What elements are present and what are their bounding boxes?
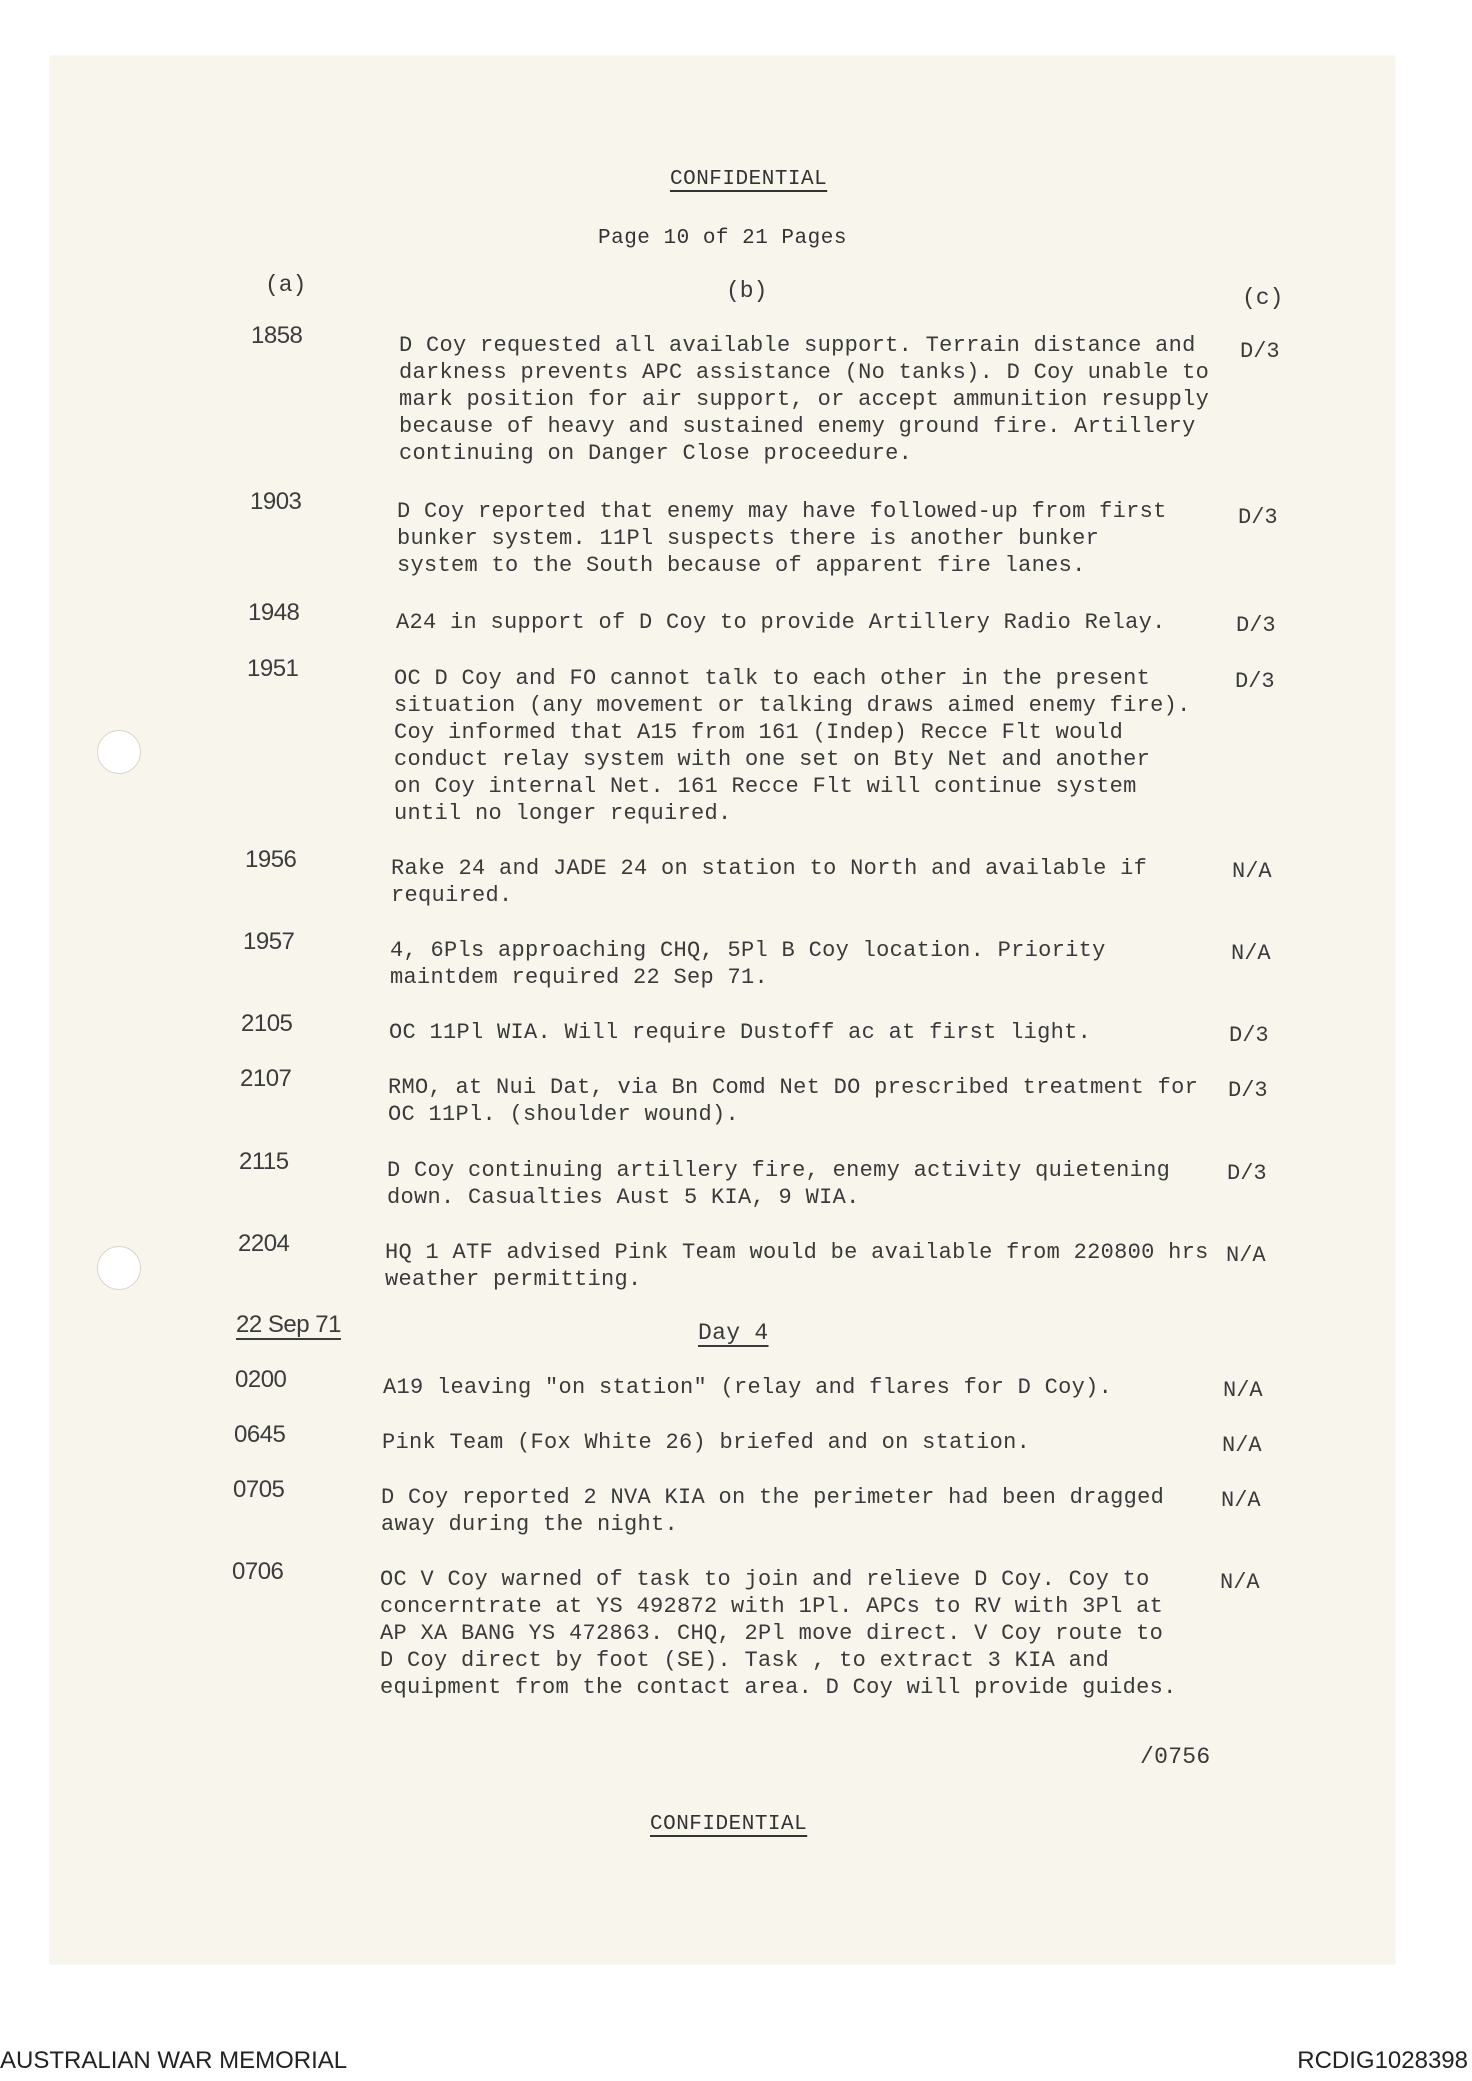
entry-reference: D/3	[1236, 613, 1276, 638]
entry-text: OC D Coy and FO cannot talk to each other in the present situation (any movement or talking draws aimed enemy fire). Coy informed that A15 from 161 (Indep) Recce Flt would conduct relay system with one set on Bty Net and another on Coy internal Net. 161 Recce Flt will continue system until no longer required.	[394, 666, 1191, 826]
entry-text: OC V Coy warned of task to join and relieve D Coy. Coy to concerntrate at YS 492872 with 1Pl. APCs to RV with 3Pl at AP XA BANG YS 472863. CHQ, 2Pl move direct. V Coy route to D Coy direct by foot (SE). Task , to extract 3 KIA and equipment from the contact area. D Coy will provide guides.	[380, 1567, 1177, 1700]
entry-time: 1948	[248, 599, 300, 626]
entry-time: 2107	[240, 1065, 292, 1092]
entry-text: RMO, at Nui Dat, via Bn Comd Net DO prescribed treatment for OC 11Pl. (shoulder wound).	[388, 1075, 1199, 1127]
page-number: Page 10 of 21 Pages	[598, 227, 847, 250]
entry-reference: D/3	[1238, 505, 1278, 530]
entry-time: 1951	[247, 655, 299, 682]
entry-time: 0705	[233, 1476, 285, 1503]
entry-time: 1903	[250, 488, 302, 515]
entry-time: 0200	[235, 1366, 287, 1393]
day-heading: Day 4	[698, 1320, 769, 1346]
classification-footer: CONFIDENTIAL	[650, 1813, 808, 1836]
continuation-marker: /0756	[1140, 1744, 1211, 1770]
entry-reference: N/A	[1222, 1433, 1262, 1458]
entry-reference: N/A	[1231, 941, 1271, 966]
classification-header: CONFIDENTIAL	[670, 168, 828, 191]
entry-time: 1957	[243, 928, 295, 955]
entry-reference: D/3	[1228, 1078, 1268, 1103]
entry-reference: D/3	[1240, 339, 1280, 364]
entry-time: 2105	[241, 1010, 293, 1037]
entry-reference: N/A	[1226, 1243, 1266, 1268]
entry-text: D Coy reported 2 NVA KIA on the perimeter had been dragged away during the night.	[381, 1485, 1165, 1537]
entry-reference: D/3	[1235, 669, 1275, 694]
entry-text: 4, 6Pls approaching CHQ, 5Pl B Coy location. Priority maintdem required 22 Sep 71.	[390, 938, 1106, 990]
punch-hole-top	[97, 730, 141, 774]
entry-time: 1956	[245, 846, 297, 873]
archive-id: RCDIG1028398	[1297, 2047, 1468, 2074]
document-page	[50, 56, 1395, 1964]
date-heading: 22 Sep 71	[236, 1311, 341, 1338]
entry-reference: N/A	[1232, 859, 1272, 884]
entry-text: D Coy continuing artillery fire, enemy activity quietening down. Casualties Aust 5 KIA, 9 WIA.	[387, 1158, 1171, 1210]
entry-text: D Coy requested all available support. Terrain distance and darkness prevents APC assistance (No tanks). D Coy unable to mark position for air support, or accept ammunition resupply because of heavy and sustained enemy ground fire. Artillery continuing on Danger Close proceedure.	[399, 333, 1210, 466]
entry-reference: D/3	[1229, 1023, 1269, 1048]
entry-text: D Coy reported that enemy may have followed-up from first bunker system. 11Pl suspects there is another bunker system to the South because of apparent fire lanes.	[397, 499, 1167, 578]
entry-time: 0645	[234, 1421, 286, 1448]
entry-text: A24 in support of D Coy to provide Artillery Radio Relay.	[396, 610, 1166, 635]
column-c-heading: (c)	[1242, 285, 1284, 311]
punch-hole-bottom	[97, 1246, 141, 1290]
entry-reference: N/A	[1223, 1378, 1263, 1403]
entry-text: Rake 24 and JADE 24 on station to North and available if required.	[391, 856, 1148, 908]
entry-time: 2204	[238, 1230, 290, 1257]
entry-reference: N/A	[1220, 1570, 1260, 1595]
entry-text: A19 leaving "on station" (relay and flares for D Coy).	[383, 1375, 1113, 1400]
entry-time: 1858	[251, 322, 303, 349]
entry-text: OC 11Pl WIA. Will require Dustoff ac at first light.	[389, 1020, 1092, 1045]
column-b-heading: (b)	[726, 278, 768, 304]
entry-time: 0706	[232, 1558, 284, 1585]
column-a-heading: (a)	[265, 272, 307, 298]
entry-text: HQ 1 ATF advised Pink Team would be available from 220800 hrs weather permitting.	[385, 1240, 1209, 1292]
archive-credit: AUSTRALIAN WAR MEMORIAL	[0, 2047, 348, 2074]
entry-reference: N/A	[1221, 1488, 1261, 1513]
entry-time: 2115	[239, 1148, 289, 1175]
entry-text: Pink Team (Fox White 26) briefed and on station.	[382, 1430, 1031, 1455]
entry-reference: D/3	[1227, 1161, 1267, 1186]
